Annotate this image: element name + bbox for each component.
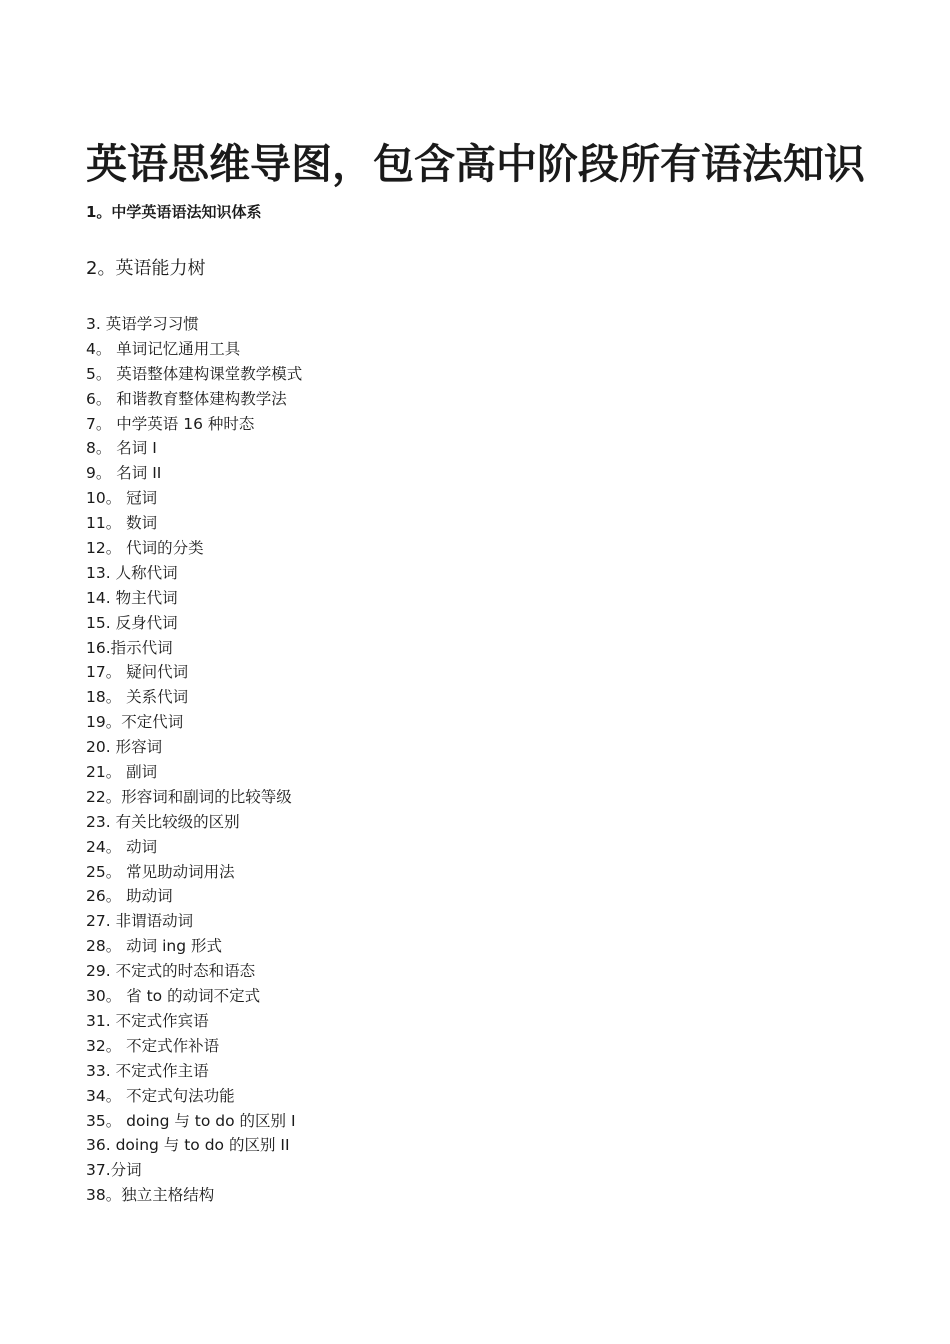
list-item: 38。独立主格结构: [86, 1186, 215, 1205]
list-item: 33. 不定式作主语: [86, 1061, 209, 1080]
list-item: 35。 doing 与 to do 的区别 I: [86, 1111, 296, 1130]
list-item: 37.分词: [86, 1161, 142, 1180]
list-item: 19。不定代词: [86, 713, 184, 732]
list-item: 34。 不定式句法功能: [86, 1086, 235, 1105]
list-item: 7。 中学英语 16 种时态: [86, 414, 255, 433]
list-item: 4。 单词记忆通用工具: [86, 339, 241, 358]
list-item: 15. 反身代词: [86, 613, 178, 632]
list-item: 30。 省 to 的动词不定式: [86, 987, 261, 1006]
list-item: 21。 副词: [86, 763, 158, 782]
list-item: 11。 数词: [86, 514, 158, 533]
list-item: 36. doing 与 to do 的区别 II: [86, 1136, 290, 1155]
list-item: 13. 人称代词: [86, 563, 178, 582]
list-item: 32。 不定式作补语: [86, 1036, 220, 1055]
list-item: 23. 有关比较级的区别: [86, 812, 240, 831]
list-item: 28。 动词 ing 形式: [86, 937, 222, 956]
list-item: 22。形容词和副词的比较等级: [86, 787, 292, 806]
list-item: 26。 助动词: [86, 887, 173, 906]
list-item: 9。 名词 II: [86, 464, 162, 483]
topic-list: [86, 312, 302, 1208]
list-item: 16.指示代词: [86, 638, 173, 657]
list-item: 14. 物主代词: [86, 588, 178, 607]
page-title: 英语思维导图，包含高中阶段所有语法知识: [86, 140, 865, 188]
list-item: 20. 形容词: [86, 738, 163, 757]
list-item: 8。 名词 I: [86, 439, 157, 458]
list-item: 24。 动词: [86, 837, 158, 856]
list-item: 17。 疑问代词: [86, 663, 189, 682]
list-item: 5。 英语整体建构课堂教学模式: [86, 364, 303, 383]
list-item: 6。 和谐教育整体建构教学法: [86, 389, 287, 408]
list-item: 29. 不定式的时态和语态: [86, 962, 256, 981]
list-item: 27. 非谓语动词: [86, 912, 194, 931]
list-item: 31. 不定式作宾语: [86, 1011, 209, 1030]
list-item: 18。 关系代词: [86, 688, 189, 707]
list-item: 25。 常见助动词用法: [86, 862, 235, 881]
section-heading-2: 2。英语能力树: [86, 258, 206, 279]
list-item: 10。 冠词: [86, 489, 158, 508]
list-item: 12。 代词的分类: [86, 539, 204, 558]
section-heading-1: 1。中学英语语法知识体系: [86, 203, 262, 221]
list-item: 3. 英语学习习惯: [86, 315, 199, 333]
